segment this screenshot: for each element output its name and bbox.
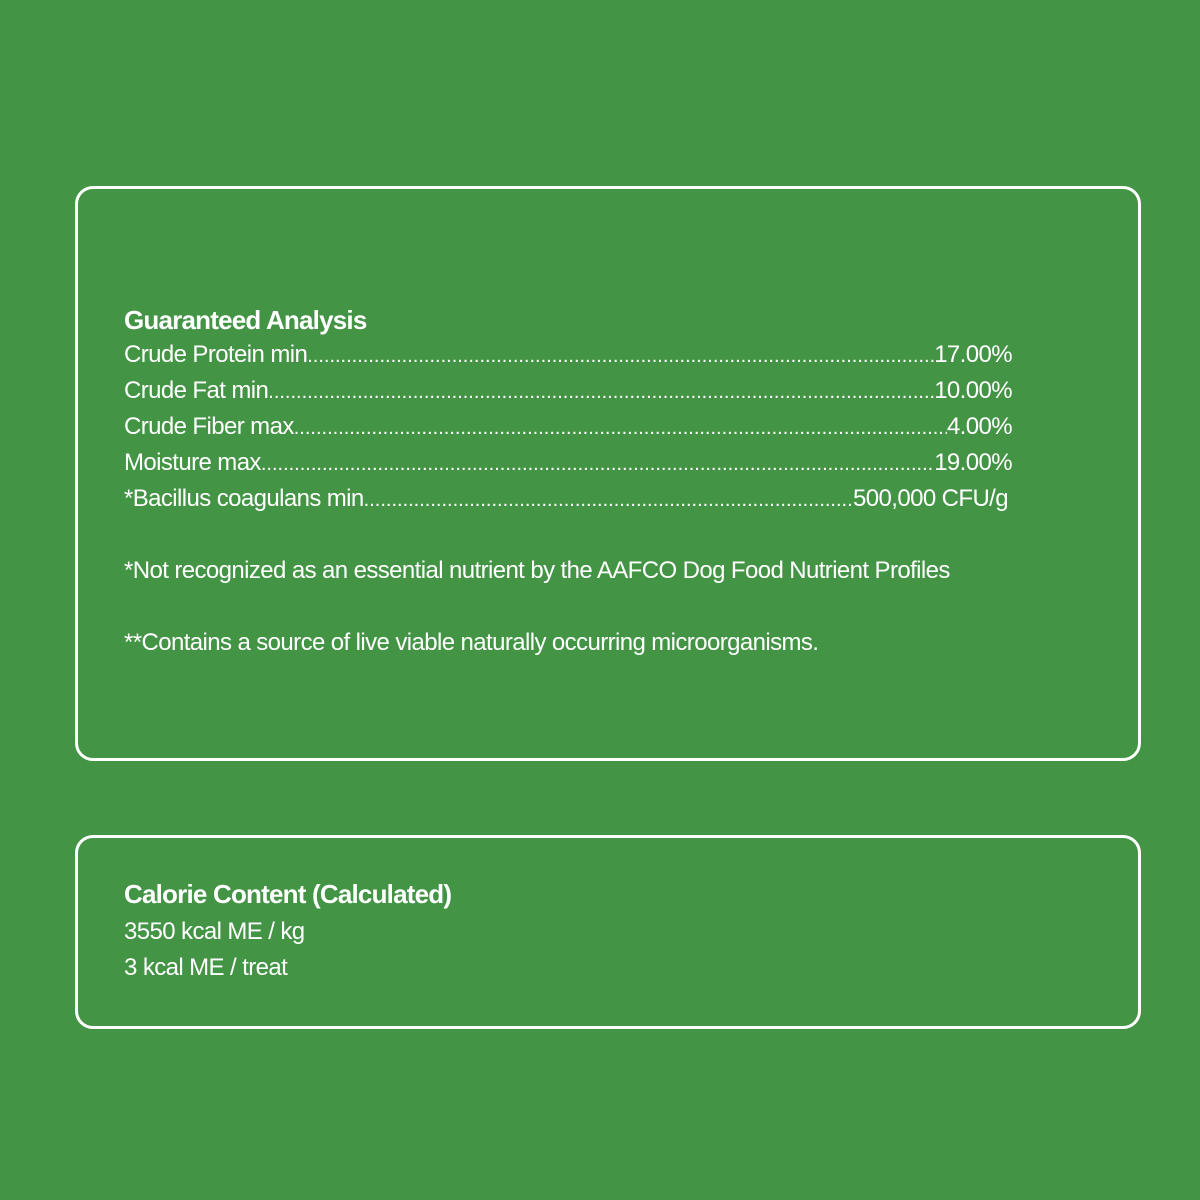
analysis-row-bacillus <box>124 485 1008 521</box>
guaranteed-analysis-title: Guaranteed Analysis <box>124 305 367 335</box>
dot-leader <box>294 417 947 440</box>
analysis-rows <box>124 341 1012 521</box>
aafco-footnote: *Not recognized as an essential nutrient by the AAFCO Dog Food Nutrient Profiles <box>124 557 950 584</box>
calorie-per-treat: 3 kcal ME / treat <box>124 954 288 981</box>
analysis-row-crude-fat <box>124 377 1012 413</box>
analysis-row-crude-fiber <box>124 413 1012 449</box>
dot-leader <box>307 345 934 368</box>
analysis-row-value: 500,000 CFU/g <box>853 485 1008 512</box>
dot-leader <box>364 489 853 512</box>
microorganisms-footnote: **Contains a source of live viable naturally occurring microorganisms. <box>124 629 819 656</box>
calorie-lines <box>124 918 305 990</box>
analysis-row-label: Moisture max <box>124 449 261 476</box>
guaranteed-analysis-panel <box>75 186 1141 761</box>
analysis-row-crude-protein <box>124 341 1012 377</box>
analysis-row-label: *Bacillus coagulans min <box>124 485 364 512</box>
calorie-content-title: Calorie Content (Calculated) <box>124 879 452 909</box>
dot-leader <box>261 453 934 476</box>
dot-leader <box>268 381 934 404</box>
analysis-row-value: 19.00% <box>934 449 1012 476</box>
analysis-row-label: Crude Fiber max <box>124 413 294 440</box>
analysis-row-moisture <box>124 449 1012 485</box>
analysis-row-label: Crude Fat min <box>124 377 269 404</box>
analysis-row-value: 10.00% <box>934 377 1012 404</box>
analysis-row-value: 17.00% <box>934 341 1012 368</box>
analysis-row-value: 4.00% <box>946 413 1012 440</box>
calorie-per-kg: 3550 kcal ME / kg <box>124 918 305 945</box>
calorie-content-panel <box>75 835 1141 1029</box>
analysis-row-label: Crude Protein min <box>124 341 308 368</box>
